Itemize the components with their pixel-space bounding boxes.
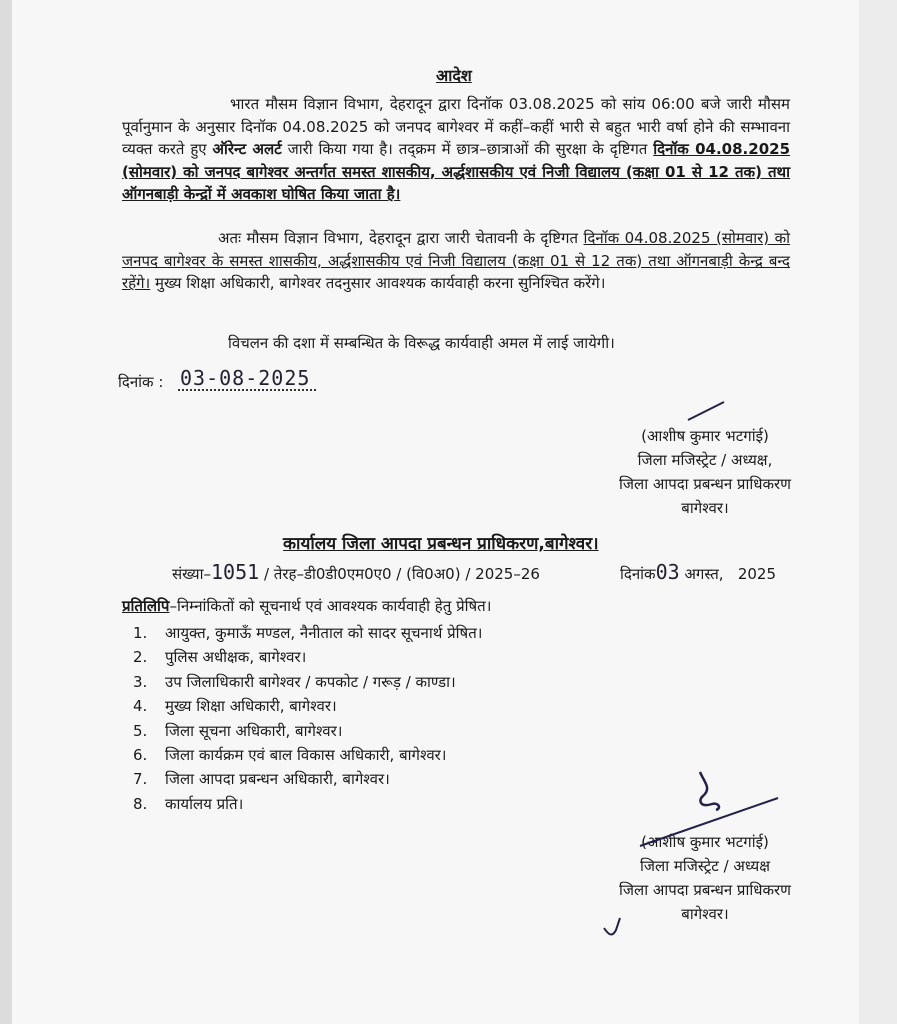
document-title: आदेश: [436, 66, 472, 85]
signature-mark-2: [700, 772, 719, 810]
list-item: [133, 621, 482, 645]
reference-prefix: संख्या–: [172, 565, 212, 583]
signatory-designation: जिला मजिस्ट्रेट / अध्यक्ष: [640, 857, 770, 875]
list-item-number: 4.: [133, 697, 148, 716]
scan-border-left: [0, 0, 12, 1024]
list-item: [133, 719, 482, 743]
list-item-number: 6.: [133, 746, 148, 765]
para2-text: अतः मौसम विज्ञान विभाग, देहरादून द्वारा जारी चेतावनी के दृष्टिगत: [218, 229, 584, 247]
signature-block-2: [600, 830, 810, 926]
list-item: [133, 694, 482, 718]
signatory-place: बागेश्वर।: [681, 499, 729, 517]
para2-text-continued: मुख्य शिक्षा अधिकारी, बागेश्वर तदनुसार आवश्यक कार्यवाही करना सुनिश्चित करेंगे।: [150, 274, 606, 292]
list-item-text: जिला कार्यक्रम एवं बाल विकास अधिकारी, बागेश्वर।: [165, 746, 447, 765]
office-title: कार्यालय जिला आपदा प्रबन्धन प्राधिकरण,बागेश्वर।: [283, 534, 599, 554]
list-item-text: आयुक्त, कुमाऊँ मण्डल, नैनीताल को सादर सूचनार्थ प्रेषित।: [165, 624, 483, 642]
list-item-number: 8.: [133, 794, 148, 813]
holiday-declaration: दिनॉक 04.08.2025 (सोमवार) को जनपद बागेश्वर अन्तर्गत समस्त शासकीय, अर्द्धशासकीय एवं निजी विद्यालय (कक्षा 01 से 12 तक) तथा ऑगनबाड़ी केन्द्रों में अवकाश घोषित किया जाता है।: [122, 140, 791, 203]
list-item-number: 3.: [133, 672, 148, 691]
list-item-number: 1.: [133, 624, 148, 642]
list-item-number: 5.: [133, 721, 148, 740]
list-item-text: जिला आपदा प्रबन्धन अधिकारी, बागेश्वर।: [165, 770, 390, 789]
order-paragraph-2: [122, 227, 790, 295]
scan-border-right: [859, 0, 897, 1024]
list-item-text: जिला सूचना अधिकारी, बागेश्वर।: [165, 721, 343, 740]
handwritten-reference-number: 1051: [211, 560, 260, 584]
list-item-text: कार्यालय प्रति।: [165, 794, 244, 813]
list-item: [133, 743, 482, 767]
date-dotted-line: [178, 389, 316, 391]
signatory-authority: जिला आपदा प्रबन्धन प्राधिकरण: [619, 475, 791, 493]
signatory-name: (आशीष कुमार भटगांई): [641, 833, 769, 851]
reference-suffix: / तेरह–डी0डी0एम0ए0 / (वि0अ0) / 2025–26: [263, 565, 540, 583]
para1-text-continued: जारी किया गया है। तद्‌क्रम में छात्र–छात्राओं की सुरक्षा के दृष्टिगत: [281, 140, 654, 158]
list-item-number: 2.: [133, 648, 148, 667]
order-paragraph-3: विचलन की दशा में सम्बन्धित के विरूद्ध कार्यवाही अमल में लाई जायेगी।: [228, 334, 615, 352]
signatory-designation: जिला मजिस्ट्रेट / अध्यक्ष,: [637, 451, 773, 469]
recipient-list: [133, 621, 482, 816]
list-item: [133, 792, 482, 816]
reference-date-prefix: दिनांक: [620, 565, 656, 583]
order-paragraph-1: [122, 93, 790, 206]
reference-number: [172, 562, 540, 584]
signatory-authority: जिला आपदा प्रबन्धन प्राधिकरण: [619, 881, 791, 899]
signatory-name: (आशीष कुमार भटगांई): [641, 427, 769, 445]
list-item: [133, 767, 482, 791]
reference-date-suffix: अगस्त, 2025: [684, 565, 777, 583]
reference-date: [620, 562, 776, 584]
signature-block-1: [610, 424, 800, 520]
date-label: दिनांक :: [118, 373, 164, 391]
list-item: [133, 645, 482, 669]
handwritten-reference-date: 03: [655, 560, 680, 584]
list-item-text: उप जिलाधिकारी बागेश्वर / कपकोट / गरूड़ / काण्डा।: [165, 672, 456, 691]
school-closure-text: दिनॉक 04.08.2025 (सोमवार) को जनपद बागेश्वर के समस्त शासकीय, अर्द्धशासकीय एवं निजी विद्यालय (कक्षा 01 से 12 तक) तथा ऑगनबाड़ी केन्द्र बन्द रहेंगे।: [122, 229, 791, 292]
list-item-text: मुख्य शिक्षा अधिकारी, बागेश्वर।: [165, 697, 337, 716]
copy-to-text: –निम्नांकितों को सूचनार्थ एवं आवश्यक कार्यवाही हेतु प्रेषित।: [169, 597, 492, 615]
list-item: [133, 670, 482, 694]
para1-text: भारत मौसम विज्ञान विभाग, देहरादून द्वारा दिनॉक 03.08.2025 को सांय 06:00 बजे जारी मौसम पूर्वानुमान के अनुसार दिनॉक 04.08.2025 को जनपद बागेश्वर में कहीं–कहीं भारी से बहुत भारी वर्षा होने की सम्भावना व्यक्त करते हुए: [122, 95, 790, 158]
handwritten-date: 03-08-2025: [180, 366, 311, 390]
copy-to-line: [122, 596, 491, 616]
copy-to-label: प्रतिलिपि: [122, 597, 170, 615]
list-item-number: 7.: [133, 770, 148, 789]
list-item-text: पुलिस अधीक्षक, बागेश्वर।: [165, 648, 307, 667]
signature-stroke-1: [688, 402, 724, 420]
orange-alert-text: ऑरेन्ट अलर्ट: [212, 140, 282, 158]
signatory-place: बागेश्वर।: [681, 905, 729, 923]
